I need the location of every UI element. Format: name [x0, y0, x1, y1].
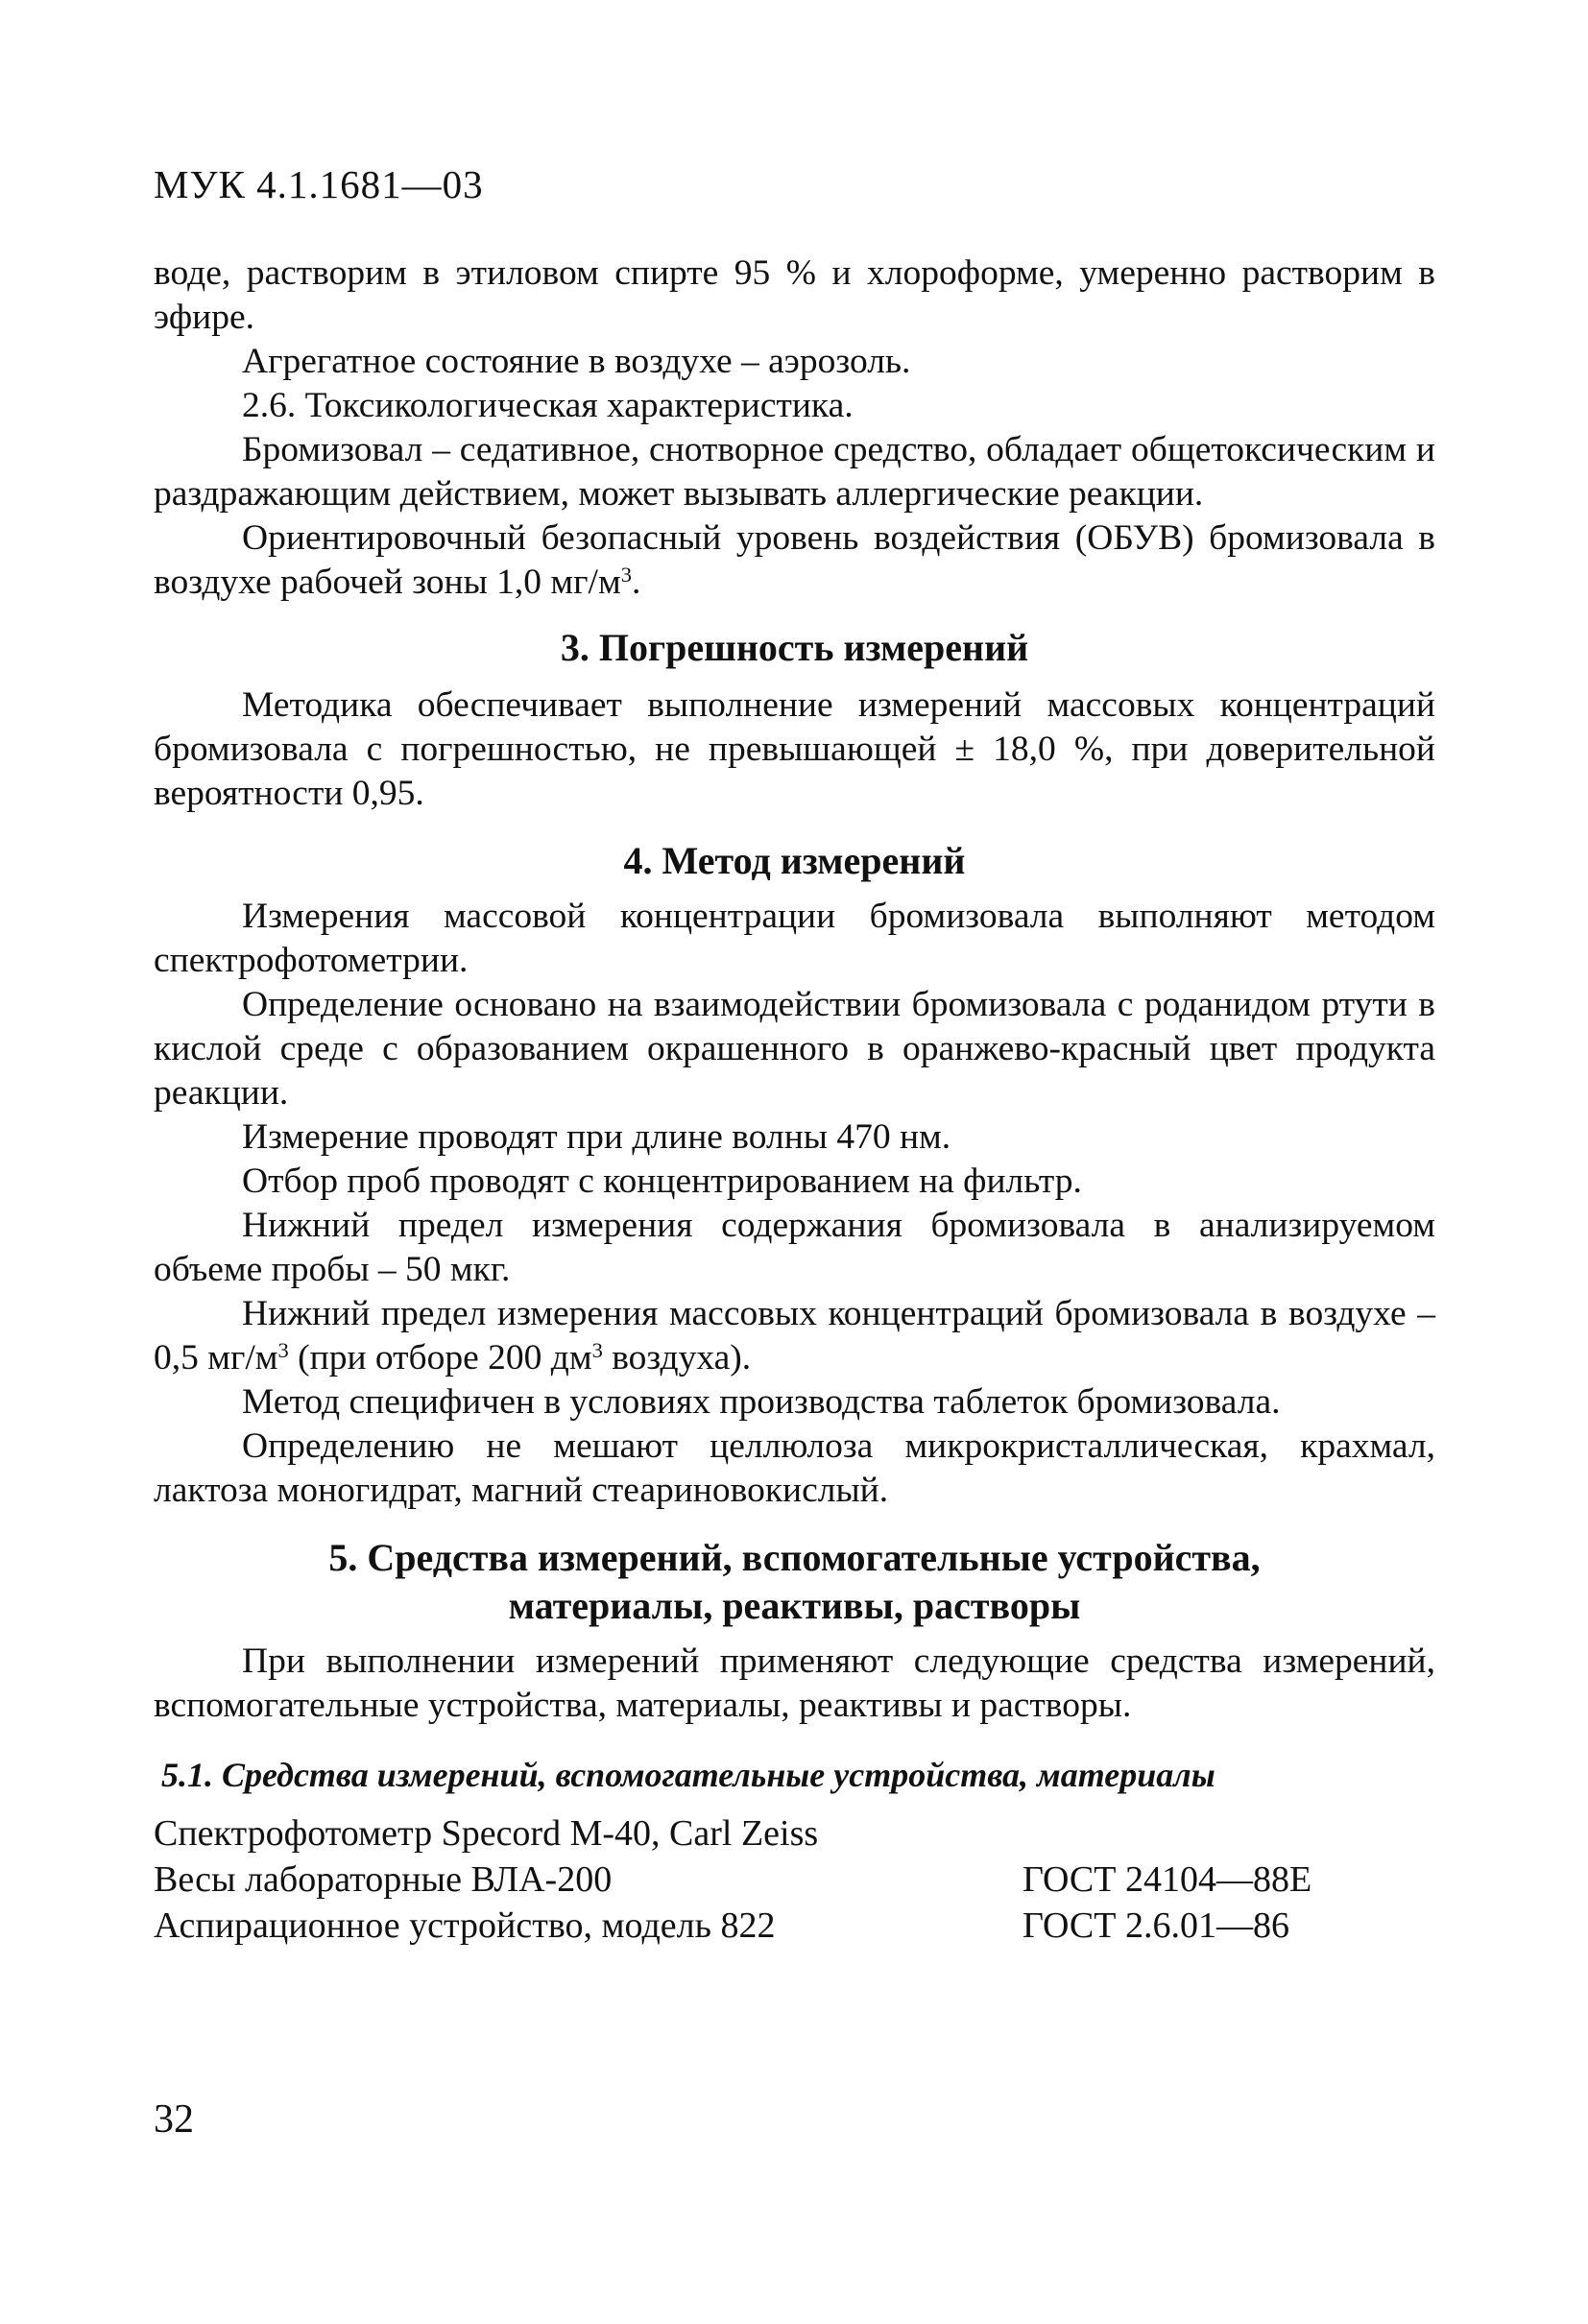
equipment-row	[154, 1857, 1435, 1903]
section-3-title: 3. Погрешность измерений	[560, 626, 1029, 669]
paragraph-method-basis: Определение основано на взаимодействии бромизовала с роданидом ртути в кислой среде с образованием окрашенного в оранжево-красный цвет продукта реакции.	[154, 985, 1435, 1113]
lower-limit-air-text-c: воздуха).	[602, 1338, 752, 1378]
obuv-superscript: 3	[620, 563, 632, 587]
paragraph-solubility: воде, растворим в этиловом спирте 95 % и хлороформе, умеренно растворим в эфире.	[154, 253, 1435, 337]
page-body	[154, 252, 1435, 1949]
subsection-5-1-title: 5.1. Средства измерений, вспомогательные устройства, материалы	[161, 1756, 1215, 1794]
section-5-title-line-1: 5. Средства измерений, вспомогательные устройства,	[328, 1536, 1261, 1579]
section-5-title	[154, 1534, 1435, 1630]
equipment-standard: ГОСТ 24104—88Е	[1023, 1859, 1312, 1900]
equipment-name: Аспирационное устройство, модель 822	[154, 1905, 776, 1946]
lower-limit-air-sup-2: 3	[591, 1338, 603, 1362]
equipment-standard: ГОСТ 2.6.01—86	[1023, 1905, 1289, 1946]
paragraph-specificity: Метод специфичен в условиях производства таблеток бромизовала.	[242, 1382, 1281, 1422]
lower-limit-air-text-a: Нижний предел измерения массовых концентраций бромизовала в воздухе – 0,5 мг/м	[154, 1294, 1435, 1378]
paragraph-error-margin: Методика обеспечивает выполнение измерений массовых концентраций бромизовала с погрешностью, не превышающей ± 18,0 %, при доверительной вероятности 0,95.	[154, 685, 1435, 813]
paragraph-lower-limit-sample: Нижний предел измерения содержания бромизовала в анализируемом объеме пробы – 50 мкг.	[154, 1206, 1435, 1289]
page-number: 32	[154, 2097, 194, 2142]
paragraph-interference: Определению не мешают целлюлоза микрокристаллическая, крахмал, лактоза моногидрат, магний стеариновокислый.	[154, 1426, 1435, 1510]
document-code: МУК 4.1.1681—03	[154, 162, 484, 206]
paragraph-method: Измерения массовой концентрации бромизовала выполняют методом спектрофотометрии.	[154, 897, 1435, 980]
obuv-end: .	[631, 563, 641, 602]
lower-limit-air-sup-1: 3	[277, 1338, 289, 1362]
paragraph-tox-description: Бромизовал – седативное, снотворное средство, обладает общетоксическим и раздражающим действием, может вызывать аллергические реакции.	[154, 430, 1435, 514]
section-4-title: 4. Метод измерений	[623, 839, 966, 882]
paragraph-aggregate-state: Агрегатное состояние в воздухе – аэрозоль.	[242, 342, 911, 381]
paragraph-lower-limit-air	[154, 1292, 1435, 1380]
paragraph-wavelength: Измерение проводят при длине волны 470 нм.	[242, 1117, 951, 1157]
obuv-text: Ориентировочный безопасный уровень воздействия (ОБУВ) бромизовала в воздухе рабочей зоны 1,0 мг/м	[154, 518, 1435, 602]
equipment-row	[154, 1810, 1435, 1857]
equipment-name: Спектрофотометр Specord M-40, Carl Zeiss	[154, 1813, 819, 1854]
paragraph-sampling: Отбор проб проводят с концентрированием на фильтр.	[242, 1162, 1082, 1201]
equipment-name: Весы лабораторные ВЛА-200	[154, 1859, 613, 1900]
paragraph-obuv	[154, 516, 1435, 605]
paragraph-tox-heading: 2.6. Токсикологическая характеристика.	[242, 386, 854, 425]
equipment-row	[154, 1903, 1435, 1949]
equipment-list	[154, 1810, 1435, 1949]
equipment-standard	[1023, 1810, 1435, 1857]
section-5-title-line-2: материалы, реактивы, растворы	[508, 1584, 1081, 1627]
paragraph-means-intro: При выполнении измерений применяют следующие средства измерений, вспомогательные устройства, материалы, реактивы и растворы.	[154, 1641, 1435, 1725]
lower-limit-air-text-b: (при отборе 200 дм	[288, 1338, 592, 1378]
